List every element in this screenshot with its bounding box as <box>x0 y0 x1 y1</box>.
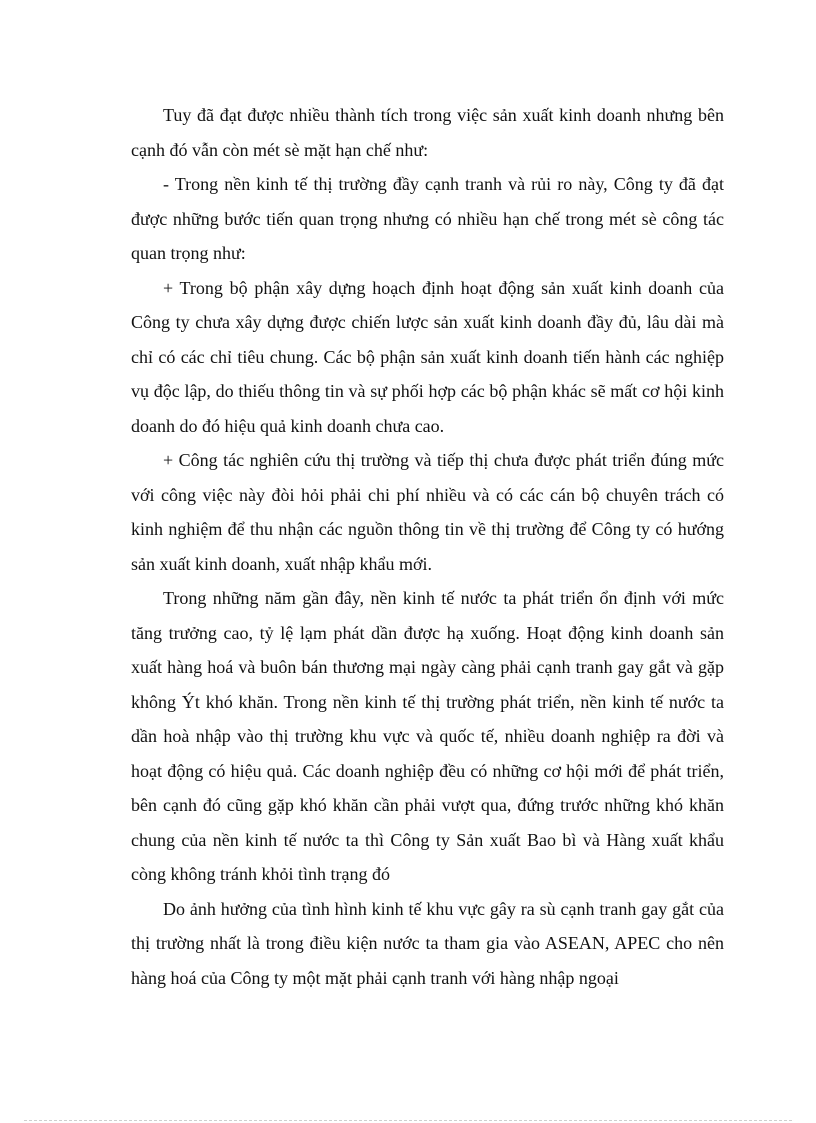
paragraph-market-competition: - Trong nền kinh tế thị trường đầy cạnh tranh và rủi ro này, Công ty đã đạt được những bước tiến quan trọng nhưng có nhiều hạn chế trong mét sè công tác quan trọng như: <box>131 174 724 263</box>
paragraph-limitations-intro: Tuy đã đạt được nhiều thành tích trong việc sản xuất kinh doanh nhưng bên cạnh đó vẫn còn mét sè mặt hạn chế như: <box>131 105 724 160</box>
paragraph-planning-department: + Trong bộ phận xây dựng hoạch định hoạt động sản xuất kinh doanh của Công ty chưa xây dựng được chiến lược sản xuất kinh doanh đầy đủ, lâu dài mà chỉ có các chỉ tiêu chung. Các bộ phận sản xuất kinh doanh tiến hành các nghiệp vụ độc lập, do thiếu thông tin và sự phối hợp các bộ phận khác sẽ mất cơ hội kinh doanh do đó hiệu quả kinh doanh chưa cao. <box>131 277 724 436</box>
paragraph-economic-context: Trong những năm gần đây, nền kinh tế nước ta phát triển ổn định với mức tăng trưởng cao, tỷ lệ lạm phát dần được hạ xuống. Hoạt động kinh doanh sản xuất hàng hoá và buôn bán thương mại ngày càng phải cạnh tranh gay gắt và gặp không Ýt khó khăn. Trong nền kinh tế thị trường phát triển, nền kinh tế nước ta dần hoà nhập vào thị trường khu vực và quốc tế, nhiều doanh nghiệp ra đời và hoạt động có hiệu quả. Các doanh nghiệp đều có những cơ hội mới để phát triển, bên cạnh đó cũng gặp khó khăn cần phải vượt qua, đứng trước những khó khăn chung của nền kinh tế nước ta thì Công ty Sản xuất Bao bì và Hàng xuất khẩu còng không tránh khỏi tình trạng đó <box>131 588 724 884</box>
paragraph-market-research: + Công tác nghiên cứu thị trường và tiếp thị chưa được phát triển đúng mức với công việc này đòi hỏi phải chi phí nhiều và có các cán bộ chuyên trách có kinh nghiệm để thu nhận các nguồn thông tin về thị trường để Công ty có hướng sản xuất kinh doanh, xuất nhập khẩu mới. <box>131 450 724 574</box>
document-body <box>131 98 724 995</box>
page-bottom-divider <box>24 1120 792 1121</box>
paragraph-regional-competition: Do ảnh hưởng của tình hình kinh tế khu vực gây ra sù cạnh tranh gay gắt của thị trường nhất là trong điều kiện nước ta tham gia vào ASEAN, APEC cho nên hàng hoá của Công ty một mặt phải cạnh tranh với hàng nhập ngoại <box>131 898 724 988</box>
